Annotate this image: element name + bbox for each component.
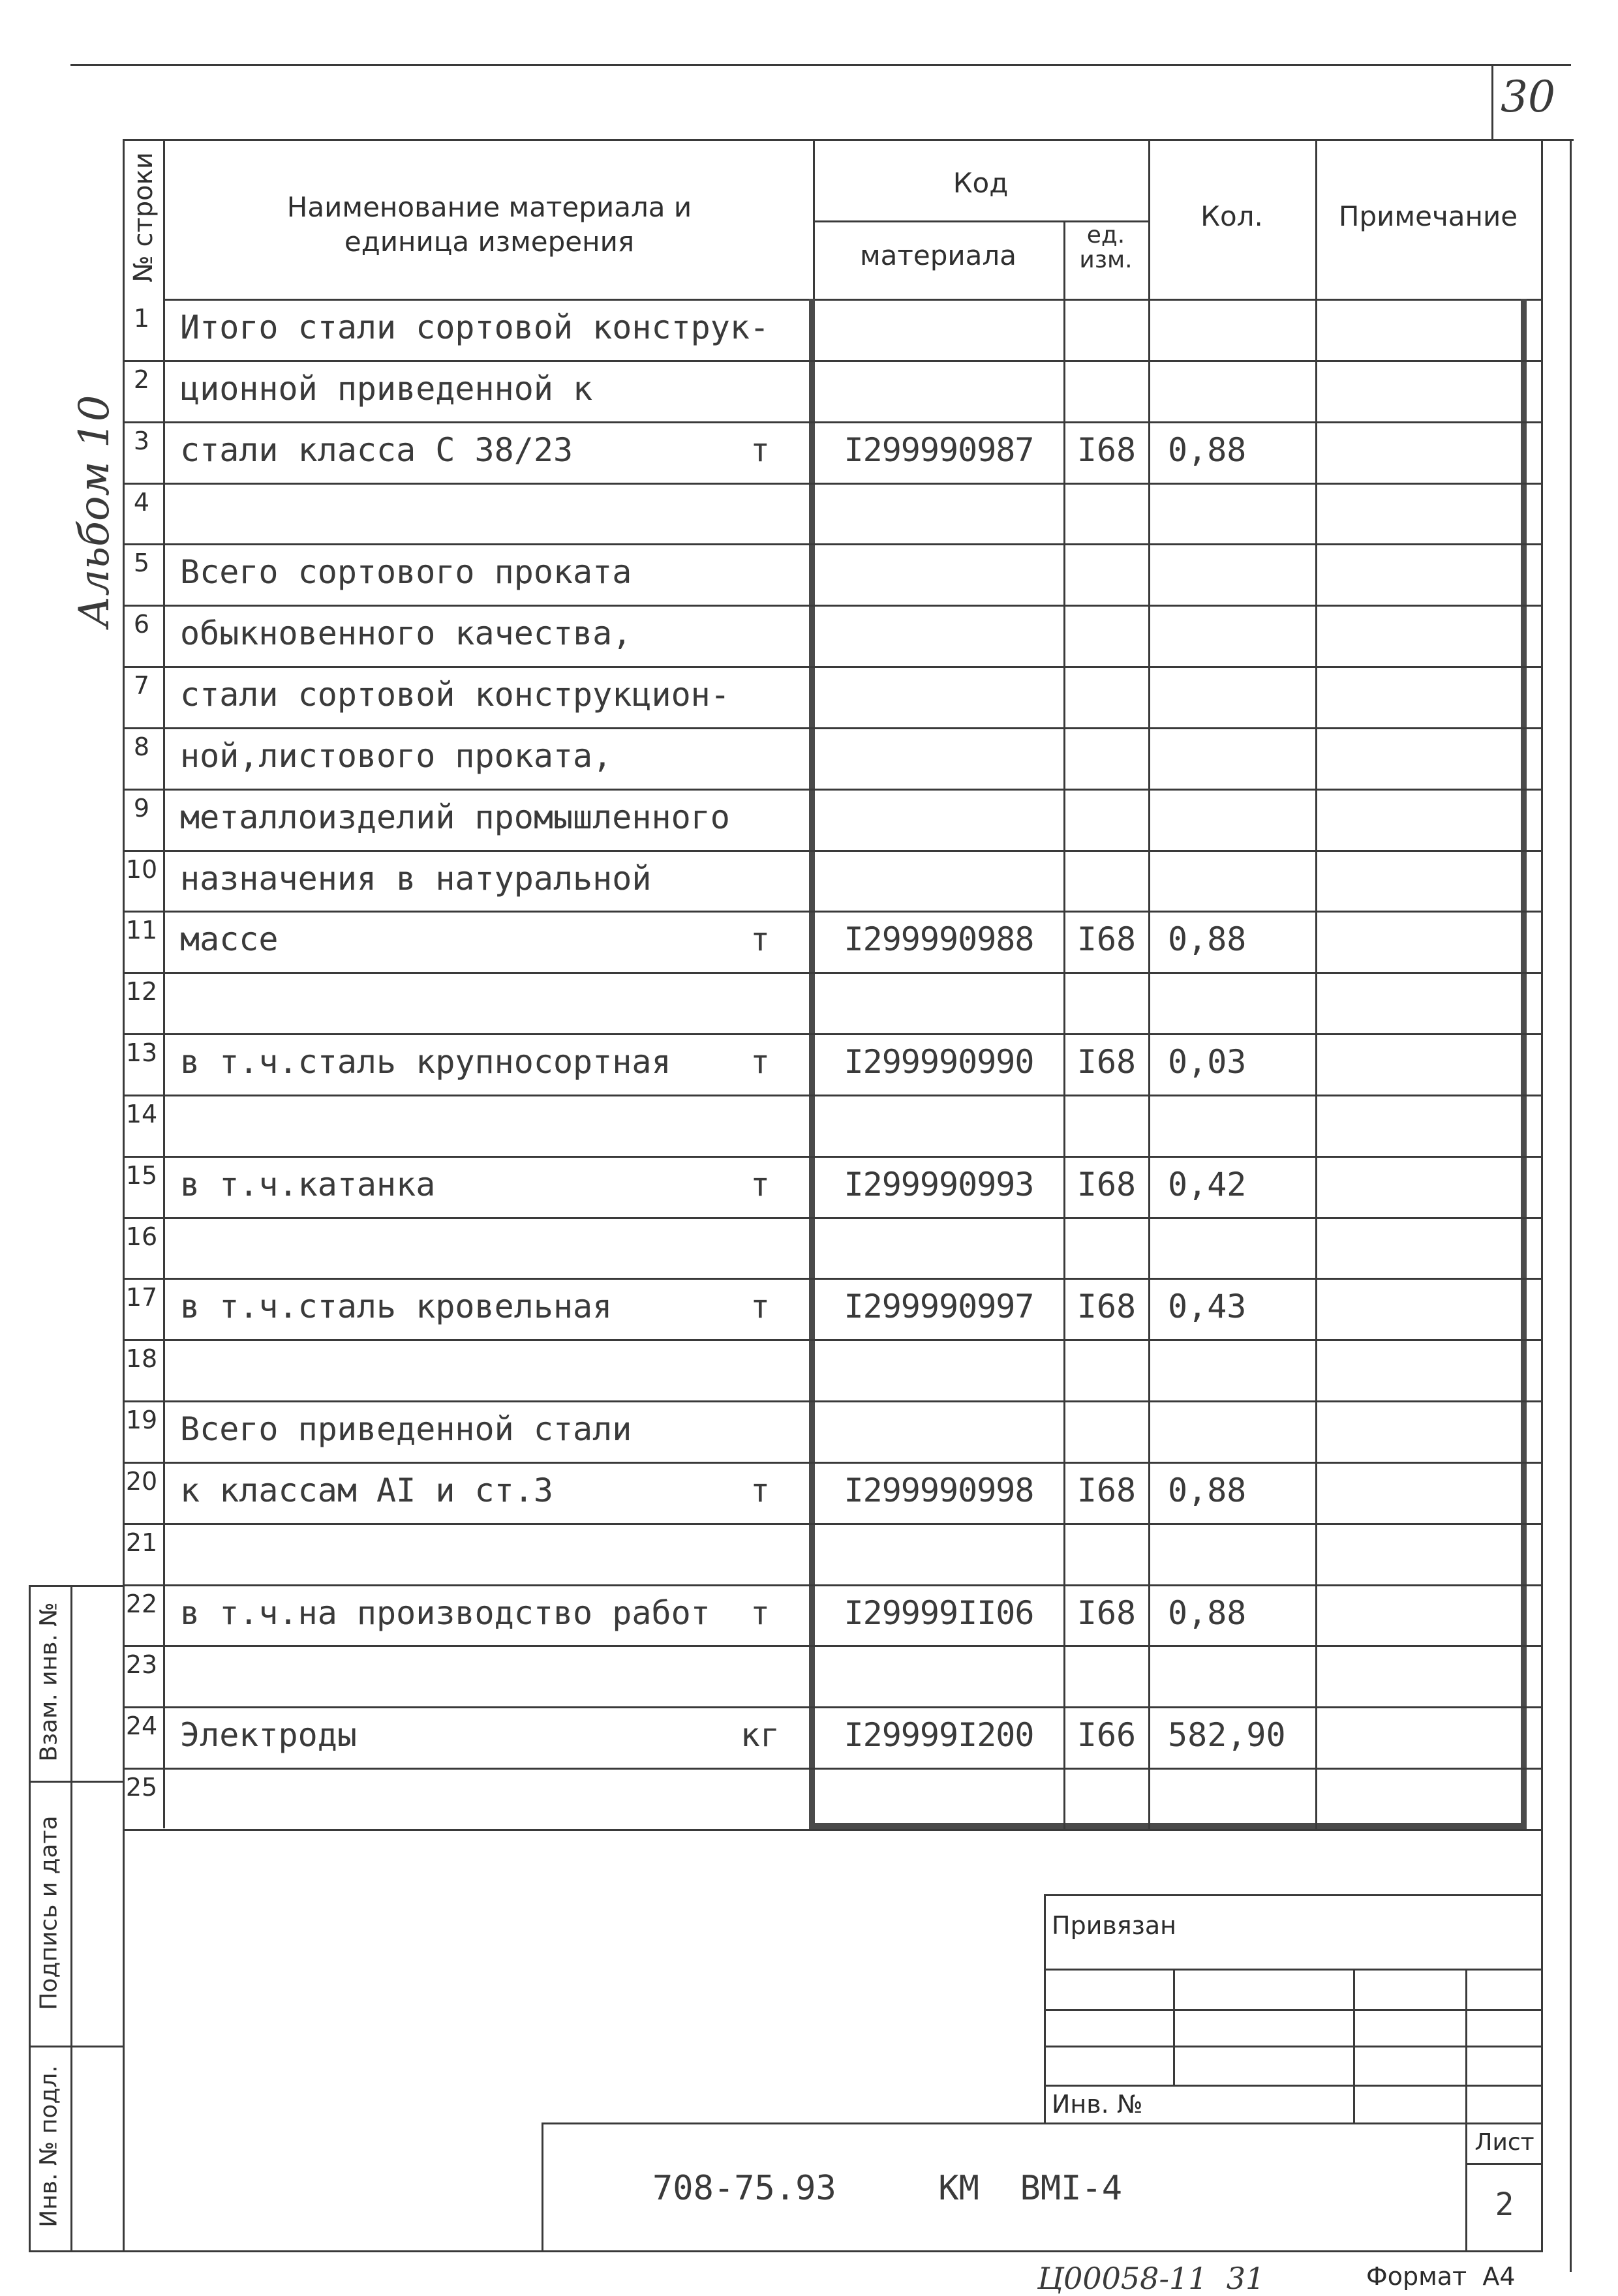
unit-of-measure: т xyxy=(750,920,771,958)
table-row xyxy=(0,972,1618,1033)
material-name: в т.ч.сталь крупносортная xyxy=(180,1043,671,1081)
stamp-podpis-data: Подпись и дата xyxy=(35,1815,63,2010)
quantity: 0,88 xyxy=(1168,920,1247,958)
row-number: 13 xyxy=(125,1038,158,1067)
material-code: I299990997 xyxy=(844,1288,1034,1325)
material-name: Электроды xyxy=(180,1716,357,1754)
title-block-list-label: Лист xyxy=(1474,2129,1534,2156)
row-number: 20 xyxy=(125,1467,158,1496)
table-row xyxy=(0,727,1618,789)
material-name: Всего сортового проката xyxy=(180,553,632,591)
table-row xyxy=(0,911,1618,972)
material-name: в т.ч.сталь кровельная xyxy=(180,1288,613,1325)
unit-code: I68 xyxy=(1076,1043,1137,1081)
sheet-number-handwritten: 30 xyxy=(1501,72,1555,122)
row-number: 9 xyxy=(133,794,150,823)
row-number: 3 xyxy=(133,427,150,455)
unit-of-measure: т xyxy=(750,1472,771,1509)
table-row xyxy=(0,666,1618,727)
title-block-list-number: 2 xyxy=(1495,2186,1514,2223)
table-row xyxy=(0,421,1618,483)
row-number: 8 xyxy=(133,733,150,761)
table-row xyxy=(0,1033,1618,1095)
handwritten-inventory-code: Ц00058-11 31 xyxy=(1037,2261,1265,2296)
table-row xyxy=(0,360,1618,421)
table-row xyxy=(0,1339,1618,1400)
quantity: 0,88 xyxy=(1168,431,1247,469)
material-name: ционной приведенной к xyxy=(180,370,593,408)
header-material-name: Наименование материала и единица измерения xyxy=(286,191,692,258)
row-number: 15 xyxy=(125,1161,158,1190)
table-row xyxy=(0,1278,1618,1339)
row-number: 4 xyxy=(133,488,150,517)
unit-of-measure: т xyxy=(750,1594,771,1632)
row-number: 5 xyxy=(133,549,150,577)
row-number: 25 xyxy=(125,1773,158,1802)
table-row xyxy=(0,1400,1618,1462)
unit-code: I68 xyxy=(1076,1594,1137,1632)
table-row xyxy=(0,850,1618,911)
material-name: обыкновенного качества, xyxy=(180,614,632,652)
row-number: 11 xyxy=(125,916,158,944)
table-row xyxy=(0,1523,1618,1584)
row-number: 21 xyxy=(125,1528,158,1557)
unit-of-measure: т xyxy=(750,1043,771,1081)
stamp-inv-podl: Инв. № подл. xyxy=(35,2065,63,2228)
material-name: стали класса С 38/23 xyxy=(180,431,573,469)
unit-of-measure: т xyxy=(750,431,771,469)
header-row-number: № строки xyxy=(129,152,159,282)
row-number: 14 xyxy=(125,1100,158,1128)
title-block-inv-no: Инв. № xyxy=(1052,2090,1143,2119)
table-row xyxy=(0,1645,1618,1706)
table-row xyxy=(0,1217,1618,1278)
material-name: металлоизделий промышленного xyxy=(180,798,730,836)
material-name: стали сортовой конструкцион- xyxy=(180,676,730,714)
material-code: I299990987 xyxy=(844,431,1034,469)
row-number: 7 xyxy=(133,671,150,700)
unit-code: I66 xyxy=(1076,1716,1137,1754)
quantity: 0,42 xyxy=(1168,1166,1247,1203)
material-name: в т.ч.на производство работ xyxy=(180,1594,710,1632)
table-row xyxy=(0,1095,1618,1156)
format-label: Формат А4 xyxy=(1366,2262,1516,2291)
material-code: I299990988 xyxy=(844,920,1034,958)
material-code: I29999II06 xyxy=(844,1594,1034,1632)
unit-code: I68 xyxy=(1076,431,1137,469)
material-name: в т.ч.катанка xyxy=(180,1166,436,1203)
quantity: 0,43 xyxy=(1168,1288,1247,1325)
material-name: ной,листового проката, xyxy=(180,737,613,775)
table-row xyxy=(0,605,1618,666)
header-quantity: Кол. xyxy=(1200,200,1263,232)
unit-code: I68 xyxy=(1076,1288,1137,1325)
row-number: 17 xyxy=(125,1283,158,1312)
table-row xyxy=(0,1706,1618,1768)
unit-code: I68 xyxy=(1076,1472,1137,1509)
stamp-vzam-inv: Взам. инв. № xyxy=(35,1602,63,1762)
row-number: 16 xyxy=(125,1222,158,1251)
table-row xyxy=(0,1584,1618,1646)
table-row xyxy=(0,1768,1618,1829)
row-number: 23 xyxy=(125,1650,158,1679)
row-number: 6 xyxy=(133,610,150,639)
quantity: 0,03 xyxy=(1168,1043,1247,1081)
header-unit-code: ед. изм. xyxy=(1079,222,1133,273)
material-name: к классам АI и ст.3 xyxy=(180,1472,553,1509)
table-row xyxy=(0,789,1618,850)
document-designation: 708-75.93 КМ ВМI-4 xyxy=(652,2169,1123,2208)
row-number: 18 xyxy=(125,1344,158,1373)
row-number: 22 xyxy=(125,1590,158,1618)
table-row xyxy=(0,1156,1618,1217)
row-number: 19 xyxy=(125,1406,158,1434)
material-name: Итого стали сортовой конструк- xyxy=(180,309,770,346)
title-block-privyazan: Привязан xyxy=(1052,1911,1176,1940)
table-row xyxy=(0,299,1618,360)
header-code: Код xyxy=(953,167,1009,199)
material-code: I299990998 xyxy=(844,1472,1034,1509)
table-row xyxy=(0,483,1618,544)
unit-of-measure: т xyxy=(750,1166,771,1203)
table-row xyxy=(0,1462,1618,1523)
header-material-code: материала xyxy=(859,239,1016,271)
unit-code: I68 xyxy=(1076,920,1137,958)
unit-code: I68 xyxy=(1076,1166,1137,1203)
material-name: назначения в натуральной xyxy=(180,860,652,898)
material-name: Всего приведенной стали xyxy=(180,1410,632,1448)
row-number: 1 xyxy=(133,304,150,333)
quantity: 0,88 xyxy=(1168,1594,1247,1632)
album-label-handwritten: Альбом 10 xyxy=(70,395,119,627)
row-number: 24 xyxy=(125,1712,158,1740)
table-row xyxy=(0,543,1618,605)
unit-of-measure: кг xyxy=(740,1716,780,1754)
material-code: I299990990 xyxy=(844,1043,1034,1081)
quantity: 582,90 xyxy=(1168,1716,1286,1754)
row-number: 12 xyxy=(125,977,158,1006)
row-number: 10 xyxy=(125,855,158,884)
material-name: массе xyxy=(180,920,279,958)
header-note: Примечание xyxy=(1338,200,1518,232)
material-code: I299990993 xyxy=(844,1166,1034,1203)
unit-of-measure: т xyxy=(750,1288,771,1325)
material-code: I29999I200 xyxy=(844,1716,1034,1754)
row-number: 2 xyxy=(133,365,150,394)
quantity: 0,88 xyxy=(1168,1472,1247,1509)
